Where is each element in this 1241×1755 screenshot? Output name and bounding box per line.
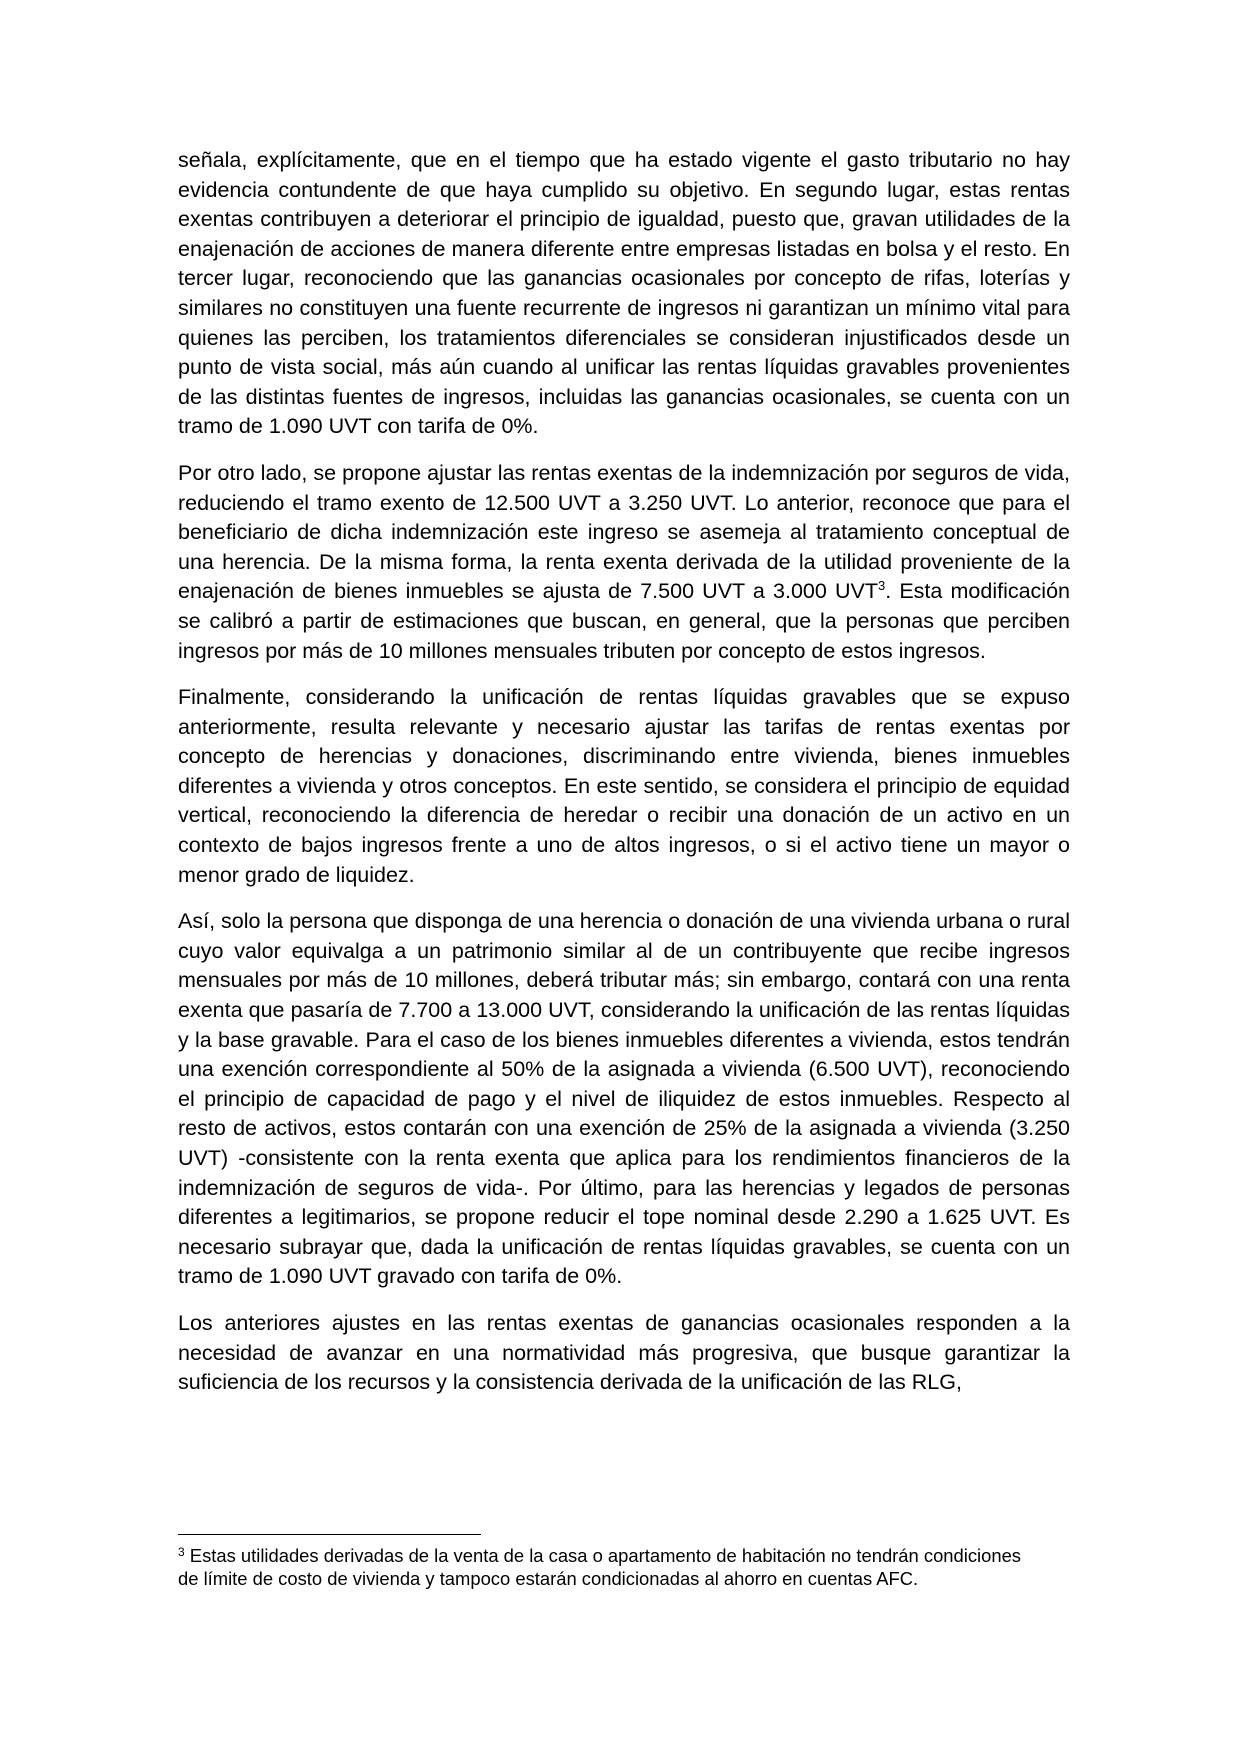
paragraph-2 — [178, 459, 1070, 666]
paragraph-1-text: señala, explícitamente, que en el tiempo que ha estado vigente el gasto tributario no hay evidencia contundente de que haya cumplido su objetivo. En segundo lugar, estas rentas exentas contribuyen a deteriorar el principio de igualdad, puesto que, gravan utilidades de la enajenación de acciones de manera diferente entre empresas listadas en bolsa y el resto. En tercer lugar, reconociendo que las ganancias ocasionales por concepto de rifas, loterías y similares no constituyen una fuente recurrente de ingresos ni garantizan un mínimo vital para quienes las perciben, los tratamientos diferenciales se consideran injustificados desde un punto de vista social, más aún cuando al unificar las rentas líquidas gravables provenientes de las distintas fuentes de ingresos, incluidas las ganancias ocasionales, se cuenta con un tramo de 1.090 UVT con tarifa de 0%. — [178, 148, 1070, 439]
paragraph-4-text: Así, solo la persona que disponga de una herencia o donación de una vivienda urbana o rural cuyo valor equivalga a un patrimonio similar al de un contribuyente que recibe ingresos mensuales por más de 10 millones, deberá tributar más; sin embargo, contará con una renta exenta que pasaría de 7.700 a 13.000 UVT, considerando la unificación de las rentas líquidas y la base gravable. Para el caso de los bienes inmuebles diferentes a vivienda, estos tendrán una exención correspondiente al 50% de la asignada a vivienda (6.500 UVT), reconociendo el principio de capacidad de pago y el nivel de iliquidez de estos inmuebles. Respecto al resto de activos, estos contarán con una exención de 25% de la asignada a vivienda (3.250 UVT) -consistente con la renta exenta que aplica para los rendimientos financieros de la indemnización de seguros de vida-. Por último, para las herencias y legados de personas diferentes a legitimarios, se propone reducir el tope nominal desde 2.290 a 1.625 UVT. Es necesario subrayar que, dada la unificación de rentas líquidas gravables, se cuenta con un tramo de 1.090 UVT gravado con tarifa de 0%. — [178, 909, 1070, 1289]
footnote — [178, 1545, 1023, 1590]
footnote-separator — [178, 1534, 481, 1535]
paragraph-2-text: Por otro lado, se propone ajustar las rentas exentas de la indemnización por seguros de vida, reduciendo el tramo exento de 12.500 UVT a 3.250 UVT. Lo anterior, reconoce que para el beneficiario de dicha indemnización este ingreso se asemeja al tratamiento conceptual de una herencia. De la misma forma, la renta exenta derivada de la utilidad proveniente de la enajenación de bienes inmuebles se ajusta de 7.500 UVT a 3.000 UVT — [178, 460, 1070, 604]
paragraph-5-text: Los anteriores ajustes en las rentas exentas de ganancias ocasionales responden a la necesidad de avanzar en una normatividad más progresiva, que busque garantizar la suficiencia de los recursos y la consistencia derivada de la unificación de las RLG, — [178, 1310, 1070, 1395]
paragraph-2-text-continued: . Esta modificación se calibró a partir de estimaciones que buscan, en general, que la personas que perciben ingresos por más de 10 millones mensuales tributen por concepto de estos ingresos. — [178, 579, 1070, 663]
footnote-text: Estas utilidades derivadas de la venta de la casa o apartamento de habitación no tendrán condiciones de límite de costo de vivienda y tampoco estarán condicionadas al ahorro en cuentas AFC. — [178, 1545, 1021, 1589]
footnote-number: 3 — [178, 1545, 185, 1559]
paragraph-4 — [178, 907, 1070, 1292]
paragraph-5 — [178, 1309, 1070, 1398]
paragraph-3 — [178, 683, 1070, 890]
footnote-reference[interactable]: 3 — [877, 578, 886, 594]
paragraph-3-text: Finalmente, considerando la unificación de rentas líquidas gravables que se expuso anteriormente, resulta relevante y necesario ajustar las tarifas de rentas exentas por concepto de herencias y donaciones, discriminando entre vivienda, bienes inmuebles diferentes a vivienda y otros conceptos. En este sentido, se considera el principio de equidad vertical, reconociendo la diferencia de heredar o recibir una donación de un activo en un contexto de bajos ingresos frente a uno de altos ingresos, o si el activo tiene un mayor o menor grado de liquidez. — [178, 685, 1070, 887]
body-text — [178, 146, 1070, 1398]
paragraph-1 — [178, 146, 1070, 442]
